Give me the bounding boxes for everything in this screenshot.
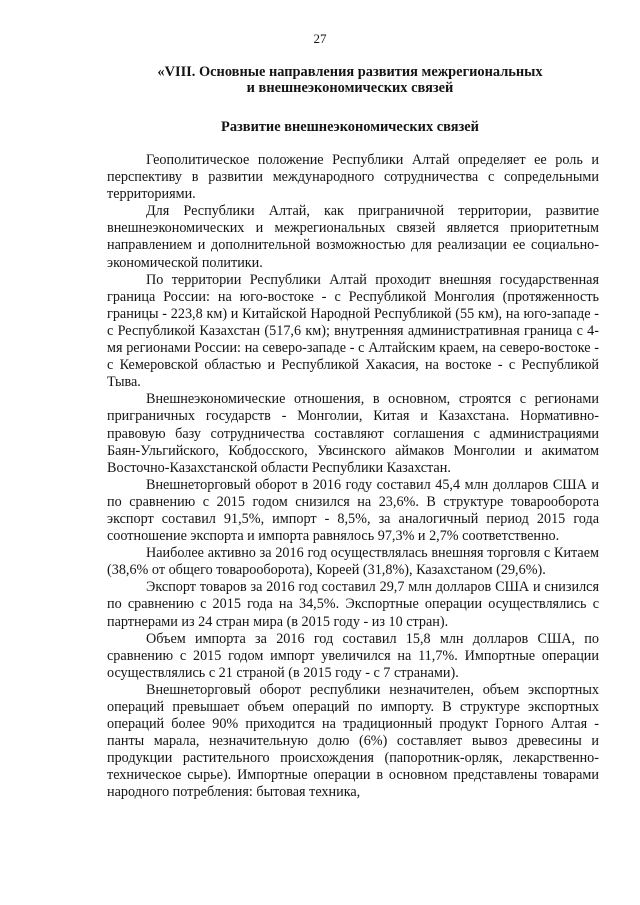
page-number: 27 <box>313 31 327 46</box>
paragraph-import: Объем импорта за 2016 год составил 15,8 млн долларов США, по сравнению с 2015 годом импорт увеличился на 11,7%. Импортные операции осуществлялись с 21 страной (в 2015 году - с 7 странами). <box>107 630 599 681</box>
paragraph-trade-structure: Внешнеторговый оборот республики незначителен, объем экспортных операций превышает объем операций по импорту. В структуре экспортных операций более 90% приходится на традиционный продукт Горного Алтая - панты марала, незначительную долю (6%) составляет вывоз древесины и продукции растительного происхождения (папоротник-орляк, лекарственно-техническое сырье). Импортные операции в основном представлены товарами народного потребления: бытовая техника, <box>107 681 599 801</box>
section-heading-line-1: «VIII. Основные направления развития межрегиональных <box>157 64 543 80</box>
paragraph-trade-turnover: Внешнеторговый оборот в 2016 году составил 45,4 млн долларов США и по сравнению с 2015 годом снизился на 23,6%. В структуре товарооборота экспорт составил 91,5%, импорт - 8,5%, за аналогичный период 2015 года соотношение экспорта и импорта равнялось 97,3% и 2,7% соответственно. <box>107 476 599 545</box>
paragraph-foreign-relations: Внешнеэкономические отношения, в основном, строятся с регионами приграничных государств - Монголии, Китая и Казахстана. Нормативно-правовую базу сотрудничества составляют соглашения с администрациями Баян-Ульгийского, Кобдосского, Увсинского аймаков Монголии и акиматом Восточно-Казахстанской области Республики Казахстан. <box>107 391 599 476</box>
paragraph-export: Экспорт товаров за 2016 год составил 29,7 млн долларов США и снизился по сравнению с 2015 года на 34,5%. Экспортные операции осуществлялись с партнерами из 24 стран мира (в 2015 году - из 10 стран). <box>107 579 599 630</box>
subsection-heading: Развитие внешнеэкономических связей <box>221 119 479 135</box>
paragraph-borders: По территории Республики Алтай проходит внешняя государственная граница России: на юго-востоке - с Республикой Монголия (протяженность границы - 223,8 км) и Китайской Народной Республикой (55 км), на юго-западе - с Республикой Казахстан (517,6 км); внутренняя административная граница с 4-мя регионами России: на северо-западе - с Алтайским краем, на северо-востоке - с Кемеровской областью и Республикой Хакасия, на востоке - с Республикой Тыва. <box>107 271 599 391</box>
paragraph-trade-partners: Наиболее активно за 2016 год осуществлялась внешняя торговля с Китаем (38,6% от общего товарооборота), Кореей (31,8%), Казахстаном (29,6%). <box>107 545 599 579</box>
paragraph-geopolitical: Геополитическое положение Республики Алтай определяет ее роль и перспективу в развитии международного сотрудничества с сопредельными территориями. <box>107 152 599 203</box>
body-text <box>107 152 599 802</box>
section-heading <box>100 64 600 96</box>
section-heading-line-2: и внешнеэкономических связей <box>246 80 454 96</box>
paragraph-border-territory: Для Республики Алтай, как приграничной территории, развитие внешнеэкономических и межрегиональных связей является приоритетным направлением и дополнительной возможностью для реализации ее социально-экономической политики. <box>107 203 599 271</box>
